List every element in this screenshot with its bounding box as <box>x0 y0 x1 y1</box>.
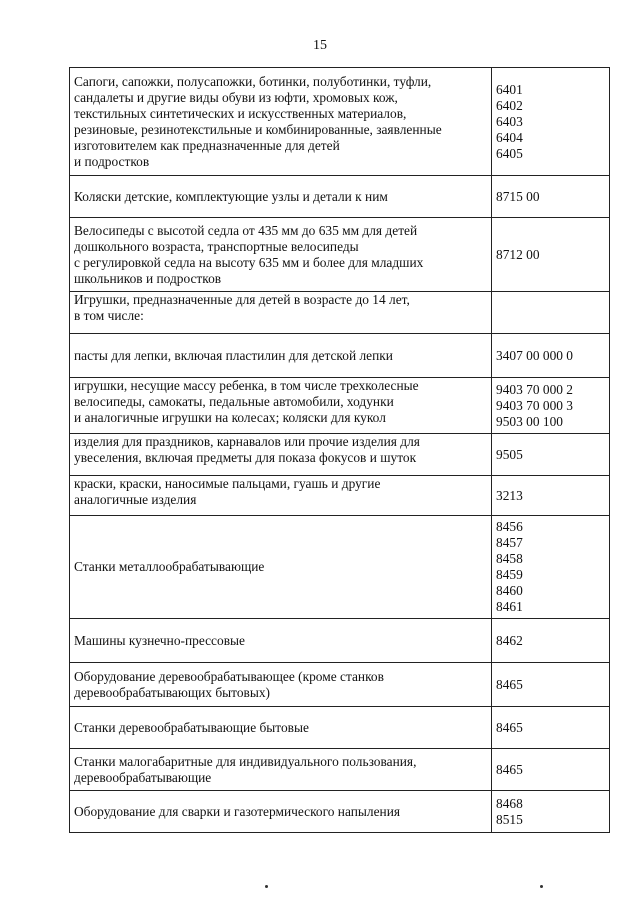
tnved-code: 8515 <box>496 811 523 827</box>
tnved-code: 8465 <box>496 719 523 735</box>
tnved-code: 6402 <box>496 97 523 113</box>
description-line: Станки металлообрабатывающие <box>74 559 265 574</box>
tnved-code: 8456 <box>496 519 523 534</box>
description-line: текстильных синтетических и искусственных материалов, <box>74 105 407 121</box>
product-description <box>70 378 492 434</box>
tnved-code: 8465 <box>496 761 523 777</box>
tnved-code: 6404 <box>496 129 523 145</box>
page-number: 15 <box>313 38 327 53</box>
description-line: и подростков <box>74 153 150 169</box>
table-row <box>70 292 610 334</box>
product-description <box>70 218 492 292</box>
description-line: Сапоги, сапожки, полусапожки, ботинки, полуботинки, туфли, <box>74 73 432 89</box>
product-description <box>70 619 492 663</box>
tnved-codes <box>492 516 610 619</box>
description-line: деревообрабатывающие <box>74 769 212 785</box>
tnved-code: 8459 <box>496 567 523 582</box>
description-line: Оборудование деревообрабатывающее (кроме станков <box>74 668 384 684</box>
tnved-code: 8457 <box>496 535 523 550</box>
tnved-code: 6405 <box>496 145 523 161</box>
tnved-codes <box>492 749 610 791</box>
description-line: дошкольного возраста, транспортные велосипеды <box>74 238 359 254</box>
description-line: Коляски детские, комплектующие узлы и детали к ним <box>74 188 388 204</box>
description-line: изделия для праздников, карнавалов или прочие изделия для <box>74 434 420 449</box>
description-line: велосипеды, самокаты, педальные автомобили, ходунки <box>74 394 394 409</box>
table-row <box>70 791 610 833</box>
product-description <box>70 516 492 619</box>
tnved-code: 8715 00 <box>496 188 540 204</box>
product-description <box>70 663 492 707</box>
tnved-code: 6403 <box>496 113 523 129</box>
tnved-codes <box>492 707 610 749</box>
scan-speck <box>540 885 543 888</box>
product-description <box>70 434 492 476</box>
table-row <box>70 378 610 434</box>
product-code-table <box>69 67 610 833</box>
table-row <box>70 516 610 619</box>
tnved-codes <box>492 334 610 378</box>
description-line: Игрушки, предназначенные для детей в возрасте до 14 лет, <box>74 292 410 307</box>
description-line: школьников и подростков <box>74 270 222 286</box>
table-row <box>70 434 610 476</box>
tnved-code: 9503 00 100 <box>496 413 563 429</box>
tnved-codes <box>492 292 610 334</box>
description-line: изготовителем как предназначенные для детей <box>74 137 340 153</box>
product-description <box>70 791 492 833</box>
description-line: Станки малогабаритные для индивидуального пользования, <box>74 753 417 769</box>
table-row <box>70 619 610 663</box>
tnved-codes <box>492 619 610 663</box>
tnved-codes <box>492 791 610 833</box>
tnved-code: 9505 <box>496 446 523 462</box>
description-line: Велосипеды с высотой седла от 435 мм до 635 мм для детей <box>74 222 418 238</box>
table-row <box>70 218 610 292</box>
tnved-codes <box>492 218 610 292</box>
tnved-code: 3407 00 000 0 <box>496 347 573 363</box>
tnved-code: 9403 70 000 3 <box>496 397 573 413</box>
description-line: деревообрабатывающих бытовых) <box>74 684 270 700</box>
table-row <box>70 707 610 749</box>
product-description <box>70 749 492 791</box>
tnved-code: 8712 00 <box>496 246 540 262</box>
description-line: Машины кузнечно-прессовые <box>74 632 245 648</box>
description-line: аналогичные изделия <box>74 492 197 507</box>
tnved-code: 8465 <box>496 676 523 692</box>
tnved-code: 8461 <box>496 599 523 614</box>
table-row <box>70 476 610 516</box>
product-description <box>70 476 492 516</box>
table-row <box>70 176 610 218</box>
tnved-code: 8458 <box>496 551 523 566</box>
product-description <box>70 68 492 176</box>
description-line: с регулировкой седла на высоту 635 мм и более для младших <box>74 254 424 270</box>
description-line: в том числе: <box>74 308 144 323</box>
description-line: игрушки, несущие массу ребенка, в том числе трехколесные <box>74 378 419 393</box>
description-line: Оборудование для сварки и газотермического напыления <box>74 803 401 819</box>
description-line: и аналогичные игрушки на колесах; коляски для кукол <box>74 410 386 425</box>
table-row <box>70 663 610 707</box>
scan-speck <box>265 885 268 888</box>
description-line: краски, краски, наносимые пальцами, гуашь и другие <box>74 476 381 491</box>
tnved-codes <box>492 68 610 176</box>
tnved-code: 6401 <box>496 81 523 97</box>
tnved-code: 8462 <box>496 632 523 648</box>
product-description <box>70 292 492 334</box>
tnved-codes <box>492 434 610 476</box>
tnved-code: 8460 <box>496 583 523 598</box>
tnved-codes <box>492 663 610 707</box>
description-line: Станки деревообрабатывающие бытовые <box>74 719 309 735</box>
product-description <box>70 334 492 378</box>
table-row <box>70 334 610 378</box>
description-line: увеселения, включая предметы для показа фокусов и шуток <box>74 450 417 465</box>
product-description <box>70 707 492 749</box>
table-row <box>70 68 610 176</box>
description-line: пасты для лепки, включая пластилин для детской лепки <box>74 347 393 363</box>
tnved-codes <box>492 378 610 434</box>
tnved-code: 3213 <box>496 487 523 503</box>
tnved-codes <box>492 476 610 516</box>
tnved-code: 8468 <box>496 795 523 811</box>
description-line: резиновые, резинотекстильные и комбинированные, заявленные <box>74 121 442 137</box>
tnved-code: 9403 70 000 2 <box>496 381 573 397</box>
table-row <box>70 749 610 791</box>
tnved-codes <box>492 176 610 218</box>
product-description <box>70 176 492 218</box>
description-line: сандалеты и другие виды обуви из юфти, хромовых кож, <box>74 89 398 105</box>
